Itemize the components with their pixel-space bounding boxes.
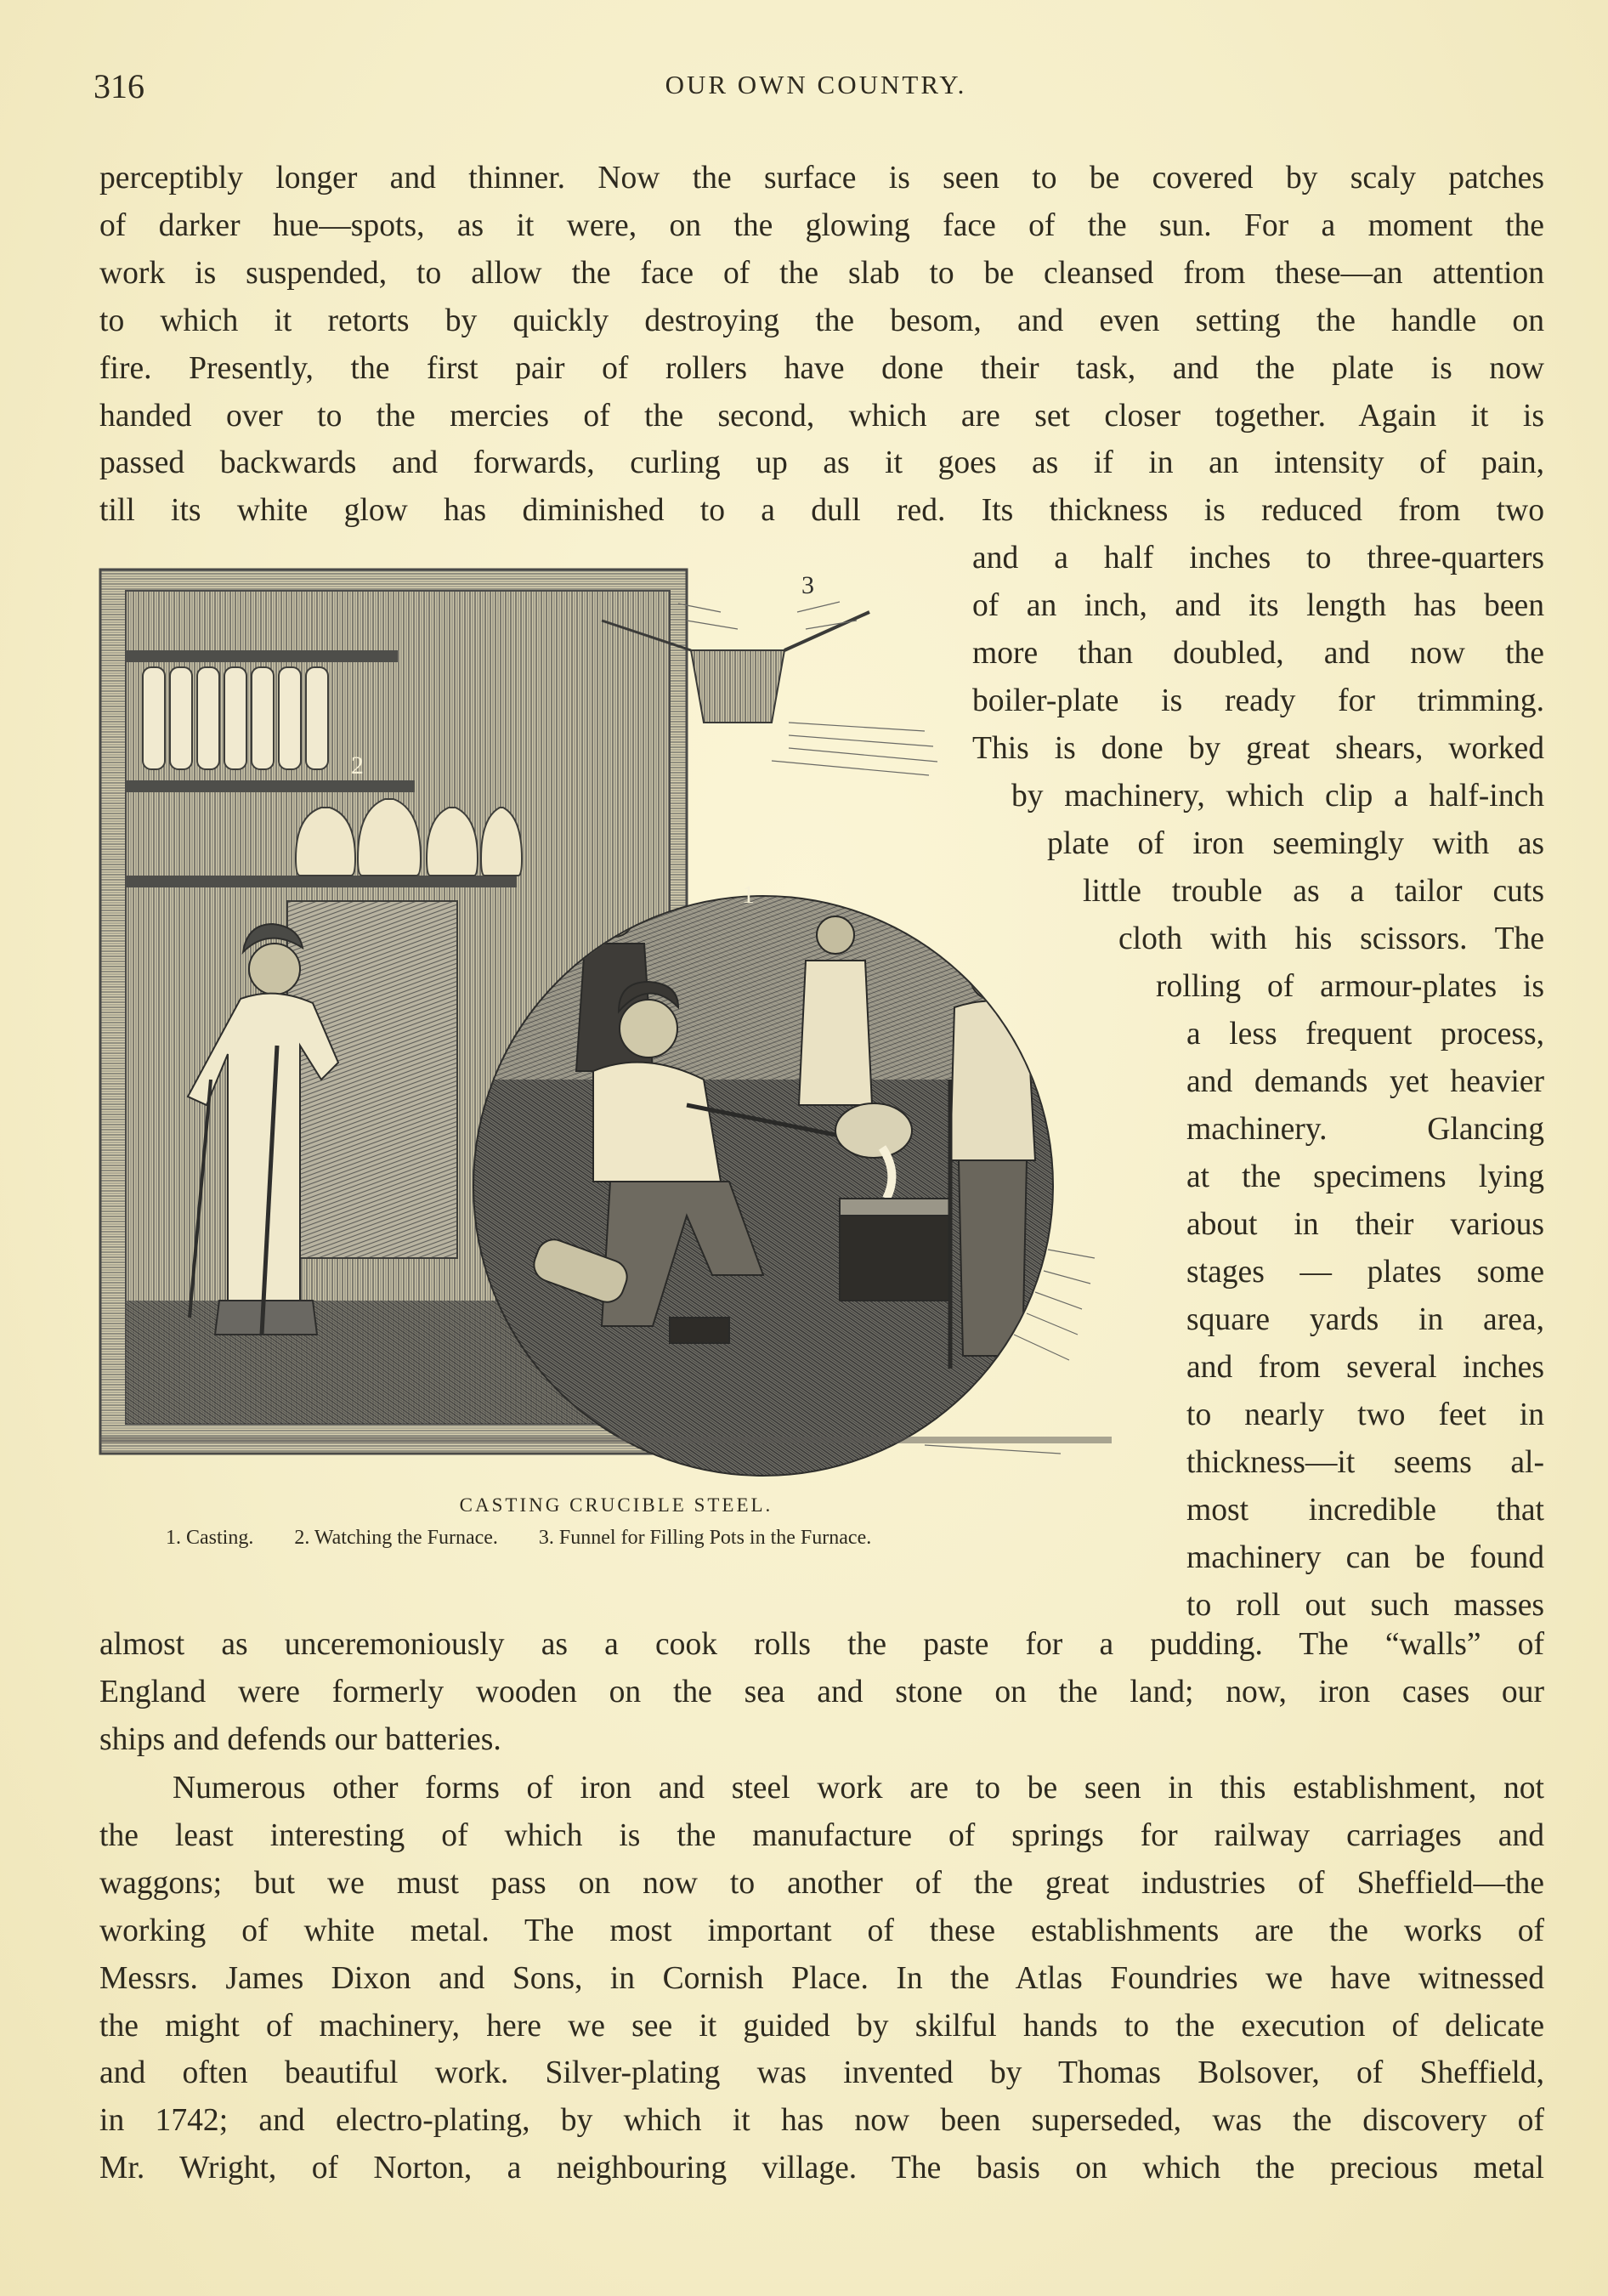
page-number: 316 [93, 67, 144, 105]
text-line: almost as unceremoniously as a cook rolls the paste for a pudding. The “walls” of [99, 1627, 1544, 1662]
text-line: to which it retorts by quickly destroying the besom, and even setting the handle on [99, 303, 1544, 338]
text-line: of darker hue—spots, as it were, on the glowing face of the sun. For a moment the [99, 207, 1544, 243]
wrap-line: and from several inches [1186, 1350, 1544, 1385]
paragraph-1 [99, 155, 1544, 535]
engraving-illustration [92, 553, 1146, 1479]
wrap-line: thickness—it seems al- [1186, 1445, 1544, 1480]
text-line: working of white metal. The most important of these establishments are the works of [99, 1913, 1544, 1948]
paragraph-2 [99, 1621, 1544, 1764]
text-line: the least interesting of which is the manufacture of springs for railway carriages and [99, 1817, 1544, 1853]
running-title: OUR OWN COUNTRY. [665, 70, 967, 99]
wrap-line: boiler-plate is ready for trimming. [972, 683, 1544, 718]
text-line: and often beautiful work. Silver-plating was invented by Thomas Bolsover, of Sheffield, [99, 2055, 1544, 2091]
text-line: work is suspended, to allow the face of the slab to be cleansed from these—an attention [99, 255, 1544, 291]
wrap-line: to roll out such masses [1186, 1588, 1544, 1623]
wrap-line: little trouble as a tailor cuts [1083, 874, 1544, 909]
wrap-line: to nearly two feet in [1186, 1397, 1544, 1432]
wrap-line: at the specimens lying [1186, 1159, 1544, 1194]
figure-legend [166, 1527, 1118, 1550]
text-line: fire. Presently, the first pair of rollers have done their task, and the plate is now [99, 350, 1544, 386]
text-line: Numerous other forms of iron and steel work are to be seen in this establishment, not [173, 1771, 1544, 1806]
wrap-line: This is done by great shears, worked [972, 731, 1544, 766]
wrap-line: machinery. Glancing [1186, 1112, 1544, 1147]
text-line: Messrs. James Dixon and Sons, in Cornish Place. In the Atlas Foundries we have witnessed [99, 1960, 1544, 1996]
wrap-line: most incredible that [1186, 1493, 1544, 1528]
wrap-line: stages — plates some [1186, 1255, 1544, 1290]
text-line: handed over to the mercies of the second, which are set closer together. Again it is [99, 398, 1544, 434]
legend-item: 2. Watching the Furnace. [294, 1527, 498, 1549]
text-line: Mr. Wright, of Norton, a neighbouring village. The basis on which the precious metal [99, 2151, 1544, 2186]
wrap-line: by machinery, which clip a half-inch [1011, 779, 1544, 814]
wrap-line: and a half inches to three-quarters [972, 541, 1544, 575]
text-line: waggons; but we must pass on now to another of the great industries of Sheffield—the [99, 1865, 1544, 1901]
running-head [93, 66, 1538, 109]
legend-item: 3. Funnel for Filling Pots in the Furnace. [538, 1527, 872, 1549]
wrap-line: square yards in area, [1186, 1302, 1544, 1337]
wrap-line: more than doubled, and now the [972, 636, 1544, 671]
text-line: passed backwards and forwards, curling up as it goes as if in an intensity of pain, [99, 445, 1544, 481]
wrap-line: machinery can be found [1186, 1540, 1544, 1575]
wrap-line: plate of iron seemingly with as [1047, 826, 1544, 861]
wrap-line: and demands yet heavier [1186, 1064, 1544, 1099]
text-line: ships and defends our batteries. [99, 1721, 501, 1757]
wrap-line: of an inch, and its length has been [972, 588, 1544, 623]
paragraph-3 [99, 1765, 1544, 2192]
wrap-line: rolling of armour-plates is [1156, 969, 1544, 1004]
figure-key-3: 3 [801, 571, 814, 599]
figure-key-2: 2 [351, 751, 364, 780]
wrap-line: cloth with his scissors. The [1118, 921, 1544, 956]
figure-caption-title: CASTING CRUCIBLE STEEL. [459, 1494, 773, 1516]
engraving-casting-crucible-steel [92, 553, 1146, 1479]
text-line: the might of machinery, here we see it guided by skilful hands to the execution of delicate [99, 2008, 1544, 2044]
wrap-line: a less frequent process, [1186, 1017, 1544, 1052]
text-line: till its white glow has diminished to a dull red. Its thickness is reduced from two [99, 493, 1544, 529]
figure-key-1: 1 [742, 881, 755, 909]
legend-item: 1. Casting. [166, 1527, 254, 1549]
text-line: in 1742; and electro-plating, by which it has now been superseded, was the discovery of [99, 2103, 1544, 2139]
wrap-line: about in their various [1186, 1207, 1544, 1242]
text-line: perceptibly longer and thinner. Now the surface is seen to be covered by scaly patches [99, 161, 1544, 196]
text-line: England were formerly wooden on the sea and stone on the land; now, iron cases our [99, 1674, 1544, 1709]
